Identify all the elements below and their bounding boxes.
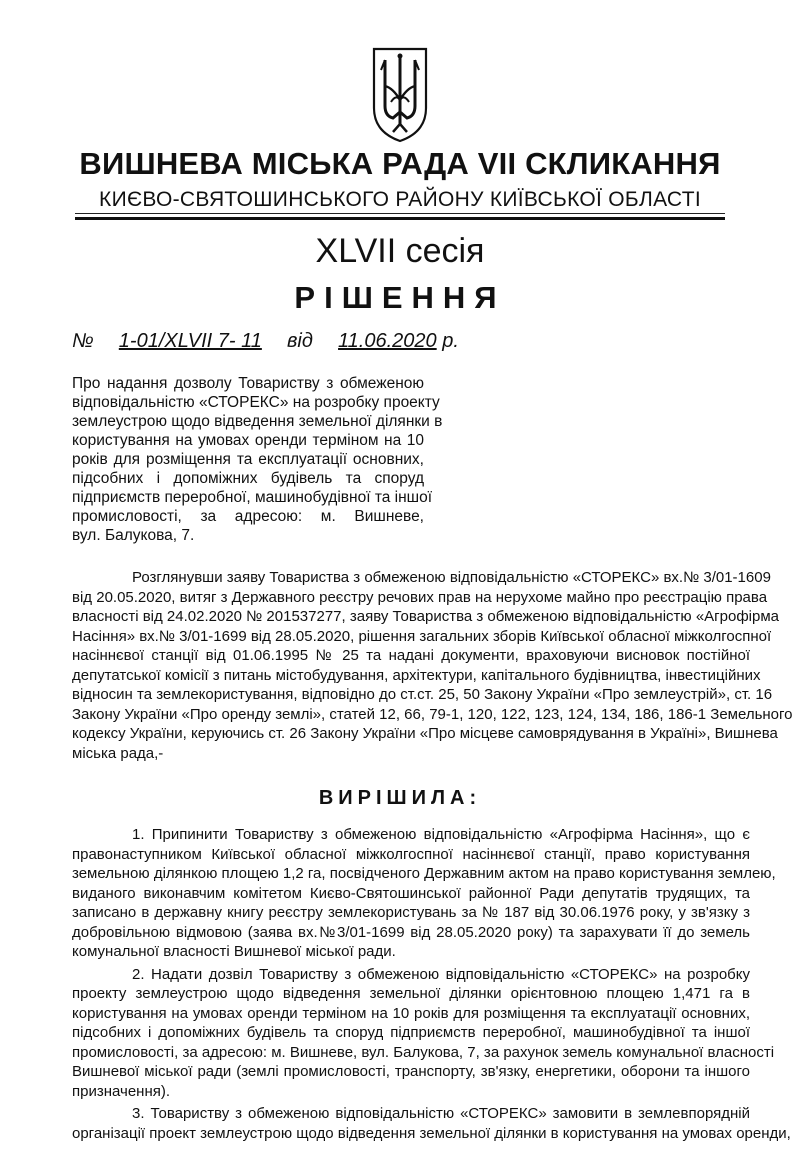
district-name: КИЄВО-СВЯТОШИНСЬКОГО РАЙОНУ КИЇВСЬКОЇ ОБЛАСТІ xyxy=(99,188,701,211)
decision-number-line xyxy=(72,330,459,353)
subject-line: років для розміщення та експлуатації основних, xyxy=(72,451,424,468)
subject-line: підсобних і допоміжних будівель та споруд xyxy=(72,470,424,487)
item-line: проекту землеустрою щодо відведення земельної ділянки орієнтовною площею 1,471 га в xyxy=(72,985,750,1002)
decision-item-1 xyxy=(72,825,776,962)
decision-item-2 xyxy=(72,965,775,1102)
decision-subject xyxy=(72,374,443,545)
subject-line: промисловості, за адресою: м. Вишневе, xyxy=(72,508,424,525)
decision-items xyxy=(72,825,791,1146)
item-line: підсобних і допоміжних будівель та споруд підприємств переробної, машинобудівної та іншої xyxy=(72,1024,750,1041)
item-line: правонаступником Київської обласної міжколгоспної насіннєвої станції, право користування xyxy=(72,845,750,863)
preamble-line: Розглянувши заяву Товариства з обмеженою відповідальністю «СТОРЕКС» вх.№ 3/01-1609 xyxy=(132,569,771,586)
item-line: 3. Товариству з обмеженою відповідальністю «СТОРЕКС» замовити в землевпорядній xyxy=(132,1105,750,1122)
item-line: призначення). xyxy=(72,1082,171,1100)
trident-coat-of-arms-icon xyxy=(371,46,429,144)
resolved-heading: ВИРІШИЛА: xyxy=(318,787,482,809)
subject-line: відповідальністю «СТОРЕКС» на розробку проекту xyxy=(72,394,440,411)
date-label: від xyxy=(286,330,313,352)
subject-line: землеустрою щодо відведення земельної ділянки в xyxy=(72,413,443,430)
item-line: записано в державну книгу реєстру землекористувань за № 187 від 30.06.1976 року, у зв'язку з xyxy=(72,904,750,921)
item-line: виданого виконавчим комітетом Києво-Святошинської районної Ради депутатів трудящих, та xyxy=(72,884,750,902)
header-rule-thick xyxy=(75,217,725,220)
item-line: 1. Припинити Товариству з обмеженою відповідальністю «Агрофірма Насіння», що є xyxy=(132,826,750,843)
item-line: організації проект землеустрою щодо відведення земельної ділянки в користування на умовах оренди, xyxy=(72,1124,791,1142)
preamble-line: кодексу України, керуючись ст. 26 Закону України «Про місцеве самоврядування в Україні», Вишнева xyxy=(72,725,778,742)
preamble-line: власності від 24.02.2020 № 201537277, заяву Товариства з обмеженою відповідальністю «Агрофірма xyxy=(72,608,779,625)
subject-line: підприємств переробної, машинобудівної та іншої xyxy=(72,489,433,506)
item-line: комунальної власності Вишневої міської ради. xyxy=(72,943,396,960)
preamble-line: депутатської комісії з питань містобудування, архітектури, капітального будівництва, інвестиційних xyxy=(72,666,761,684)
session-title: XLVII сесія xyxy=(315,232,485,270)
preamble-line: міська рада,- xyxy=(72,744,164,762)
year-suffix: р. xyxy=(442,330,459,352)
decision-date: 11.06.2020 xyxy=(338,330,437,352)
item-line: земельною ділянкою площею 1,2 га, посвідченого Державним актом на право користування землею, xyxy=(72,865,776,882)
preamble-line: від 20.05.2020, витяг з Державного реєстру речових прав на нерухоме майно про реєстрацію права xyxy=(72,588,768,606)
decision-number: 1-01/XLVII 7- 11 xyxy=(118,330,262,352)
preamble-line: Насіння» вх.№ 3/01-1699 від 28.05.2020, рішення загальних зборів Київської обласної міжколгоспної xyxy=(72,627,772,645)
decision-title: РІШЕННЯ xyxy=(294,280,506,315)
item-line: добровільною відмовою (заява вх.№3/01-1699 від 28.05.2020 року) та зарахувати її до земель xyxy=(72,923,750,941)
item-line: 2. Надати дозвіл Товариству з обмеженою відповідальністю «СТОРЕКС» на розробку xyxy=(132,965,750,983)
item-line: промисловості, за адресою: м. Вишневе, вул. Балукова, 7, за рахунок земель комунальної власності xyxy=(72,1043,775,1061)
preamble-line: насіннєвої станції від 01.06.1995 № 25 та надані документи, враховуючи висновок постійної xyxy=(72,647,750,664)
subject-line: користування на умовах оренди терміном на 10 xyxy=(72,432,424,449)
preamble-line: відносин та землекористування, відповідно до ст.ст. 25, 50 Закону України «Про землеустрій», ст. 16 xyxy=(72,686,773,703)
subject-line: вул. Балукова, 7. xyxy=(72,527,195,544)
council-name: ВИШНЕВА МІСЬКА РАДА VII СКЛИКАННЯ xyxy=(79,146,721,181)
header-rule-thin xyxy=(75,213,725,214)
subject-line: Про надання дозволу Товариству з обмеженою xyxy=(72,375,424,392)
preamble-line: Закону України «Про оренду землі», статей 12, 66, 79-1, 120, 122, 123, 124, 134, 186, 186-1 Земельного xyxy=(72,705,793,723)
number-label: № xyxy=(72,330,94,352)
item-line: користування на умовах оренди терміном на 10 років для розміщення та експлуатації основних, xyxy=(72,1004,750,1022)
decision-item-3 xyxy=(72,1104,791,1143)
preamble-paragraph xyxy=(72,568,793,763)
item-line: Вишневої міської ради (землі промисловості, транспорту, зв'язку, енергетики, оборони та іншого xyxy=(72,1063,750,1080)
